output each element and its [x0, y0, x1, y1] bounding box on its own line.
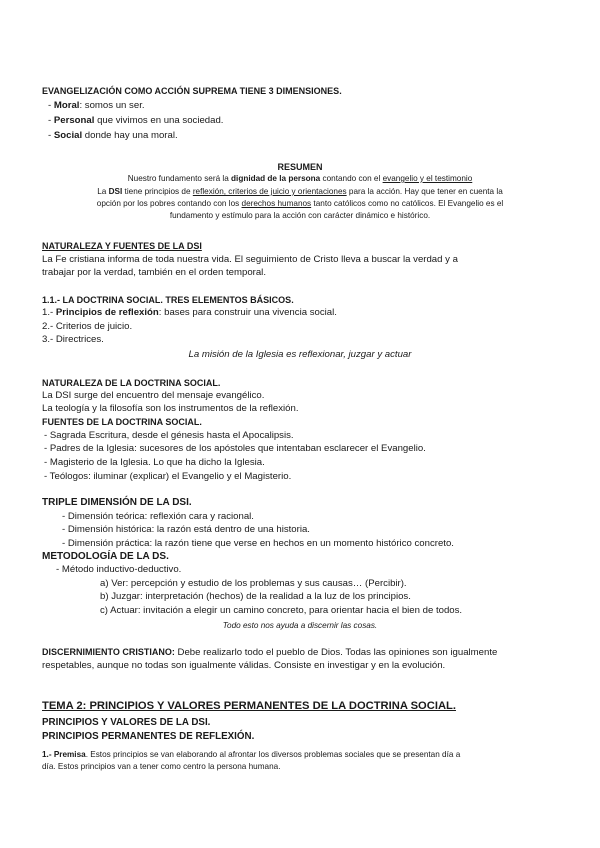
paragraph-line: 1.- Premisa. Estos principios se van elaborando al afrontar los diversos problemas sociales que se presentan día a: [42, 750, 461, 759]
paragraph-line: respetables, aunque no todas son igualmente válidas. Consiste en investigar y en la evolución.: [42, 660, 446, 671]
list-item: - Padres de la Iglesia: sucesores de los apóstoles que intentaban esclarecer el Evangelio.: [44, 443, 426, 454]
heading-naturaleza-doctrina: NATURALEZA DE LA DOCTRINA SOCIAL.: [42, 378, 221, 388]
paragraph-line: La teología y la filosofía son los instrumentos de la reflexión.: [42, 403, 299, 414]
list-item: a) Ver: percepción y estudio de los problemas y sus causas… (Percibir).: [100, 578, 407, 589]
list-item: - Sagrada Escritura, desde el génesis hasta el Apocalipsis.: [44, 430, 294, 441]
list-item: 2.- Criterios de juicio.: [42, 321, 133, 332]
list-item: - Método inductivo-deductivo.: [56, 564, 182, 575]
resumen-line: fundamento y estímulo para la acción con carácter dinámico e histórico.: [169, 211, 431, 220]
tema-2-title: TEMA 2: PRINCIPIOS Y VALORES PERMANENTES DE LA DOCTRINA SOCIAL.: [42, 700, 456, 712]
paragraph-line: trabajar por la verdad, también en el orden temporal.: [42, 267, 266, 278]
resumen-heading: RESUMEN: [277, 162, 323, 172]
resumen-line: Nuestro fundamento será la dignidad de la persona contando con el evangelio y el testimonio: [127, 174, 473, 183]
resumen-line: La DSI tiene principios de reflexión, criterios de juicio y orientaciones para la acción. Hay que tener en cuenta la: [97, 187, 503, 196]
list-item: b) Juzgar: interpretación (hechos) de la realidad a la luz de los principios.: [100, 591, 411, 602]
mission-quote: La misión de la Iglesia es reflexionar, juzgar y actuar: [188, 349, 412, 360]
heading-doctrina-social: 1.1.- LA DOCTRINA SOCIAL. TRES ELEMENTOS BÁSICOS.: [42, 295, 294, 305]
list-item: - Dimensión práctica: la razón tiene que verse en hechos en un momento histórico concreto.: [62, 538, 454, 549]
list-item: - Dimensión histórica: la razón está dentro de una historia.: [62, 524, 310, 535]
paragraph-line: La Fe cristiana informa de toda nuestra vida. El seguimiento de Cristo lleva a buscar la verdad y a: [42, 254, 458, 265]
list-item: - Dimensión teórica: reflexión cara y racional.: [62, 511, 254, 522]
list-item: - Teólogos: iluminar (explicar) el Evangelio y el Magisterio.: [44, 471, 292, 482]
list-item: 1.- Principios de reflexión: bases para construir una vivencia social.: [42, 307, 337, 318]
list-item: 3.- Directrices.: [42, 334, 104, 345]
list-item: - Social donde hay una moral.: [48, 130, 178, 141]
resumen-line: opción por los pobres contando con los derechos humanos tanto católicos como no católicos. El Evangelio es el: [96, 199, 504, 208]
heading-fuentes-doctrina: FUENTES DE LA DOCTRINA SOCIAL.: [42, 417, 202, 427]
note-line: Todo esto nos ayuda a discernir las cosas.: [222, 621, 378, 630]
paragraph-line: DISCERNIMIENTO CRISTIANO: Debe realizarlo todo el pueblo de Dios. Todas las opiniones son igualmente: [42, 647, 498, 658]
heading-triple-dimension: TRIPLE DIMENSIÓN DE LA DSI.: [42, 497, 192, 508]
paragraph-line: día. Estos principios van a tener como centro la persona humana.: [42, 762, 281, 771]
heading-naturaleza-fuentes: NATURALEZA Y FUENTES DE LA DSI: [42, 241, 202, 251]
paragraph-line: La DSI surge del encuentro del mensaje evangélico.: [42, 390, 265, 401]
heading-evangelizacion: EVANGELIZACIÓN COMO ACCIÓN SUPREMA TIENE 3 DIMENSIONES.: [42, 86, 342, 96]
list-item: - Personal que vivimos en una sociedad.: [48, 115, 224, 126]
subheading: PRINCIPIOS Y VALORES DE LA DSI.: [42, 717, 211, 728]
heading-metodologia: METODOLOGÍA DE LA DS.: [42, 551, 169, 562]
list-item: - Magisterio de la Iglesia. Lo que ha dicho la Iglesia.: [44, 457, 265, 468]
list-item: - Moral: somos un ser.: [48, 100, 145, 111]
subheading: PRINCIPIOS PERMANENTES DE REFLEXIÓN.: [42, 731, 255, 742]
list-item: c) Actuar: invitación a elegir un camino concreto, para orientar hacia el bien de todos.: [100, 605, 463, 616]
